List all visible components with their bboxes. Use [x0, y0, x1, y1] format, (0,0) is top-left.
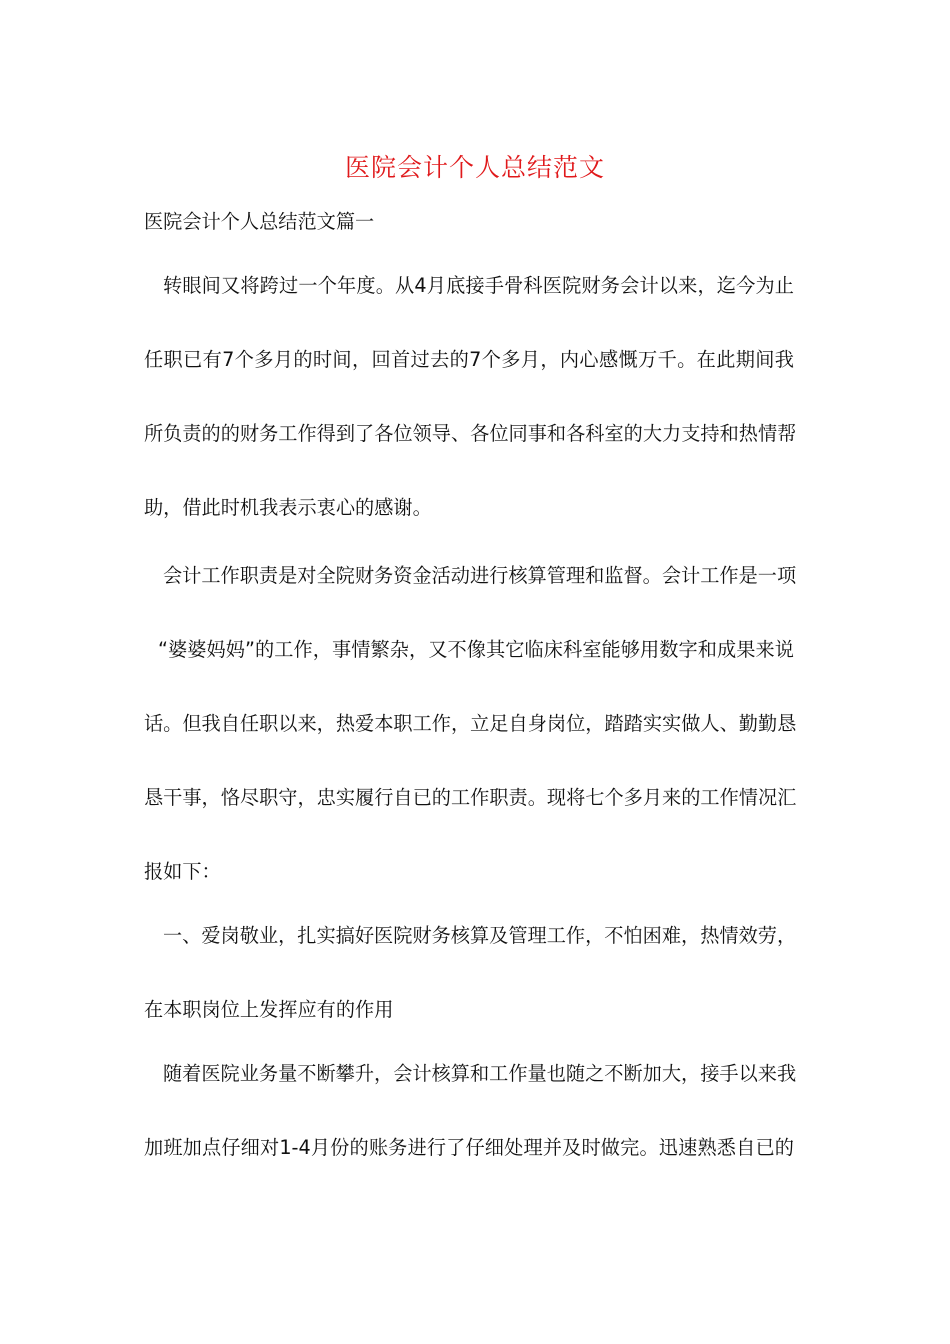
paragraph-line: 会计工作职责是对全院财务资金活动进行核算管理和监督。会计工作是一项 — [163, 564, 797, 587]
paragraph-line: 转眼间又将跨过一个年度。从4月底接手骨科医院财务会计以来，迄今为止 — [163, 274, 794, 297]
section-heading: 医院会计个人总结范文篇一 — [144, 210, 375, 233]
paragraph-line: 任职已有7个多月的时间，回首过去的7个多月，内心感慨万千。在此期间我 — [144, 348, 794, 371]
paragraph-line: 一、爱岗敬业，扎实搞好医院财务核算及管理工作，不怕困难，热情效劳， — [163, 924, 797, 947]
paragraph-line: 报如下： — [144, 860, 221, 883]
paragraph-line: 所负责的的财务工作得到了各位领导、各位同事和各科室的大力支持和热情帮 — [144, 422, 797, 445]
paragraph-line: 恳干事，恪尽职守，忠实履行自已的工作职责。现将七个多月来的工作情况汇 — [144, 786, 797, 809]
paragraph-line: 话。但我自任职以来，热爱本职工作，立足自身岗位，踏踏实实做人、勤勤恳 — [144, 712, 797, 735]
document-title: 医院会计个人总结范文 — [344, 153, 605, 182]
paragraph-line: 加班加点仔细对1-4月份的账务进行了仔细处理并及时做完。迅速熟悉自已的 — [144, 1136, 794, 1159]
paragraph-line: 随着医院业务量不断攀升，会计核算和工作量也随之不断加大，接手以来我 — [163, 1062, 797, 1085]
paragraph-line: “婆婆妈妈”的工作，事情繁杂，又不像其它临床科室能够用数字和成果来说 — [158, 638, 794, 661]
paragraph-line: 助，借此时机我表示衷心的感谢。 — [144, 496, 432, 519]
paragraph-line: 在本职岗位上发挥应有的作用 — [144, 998, 394, 1021]
